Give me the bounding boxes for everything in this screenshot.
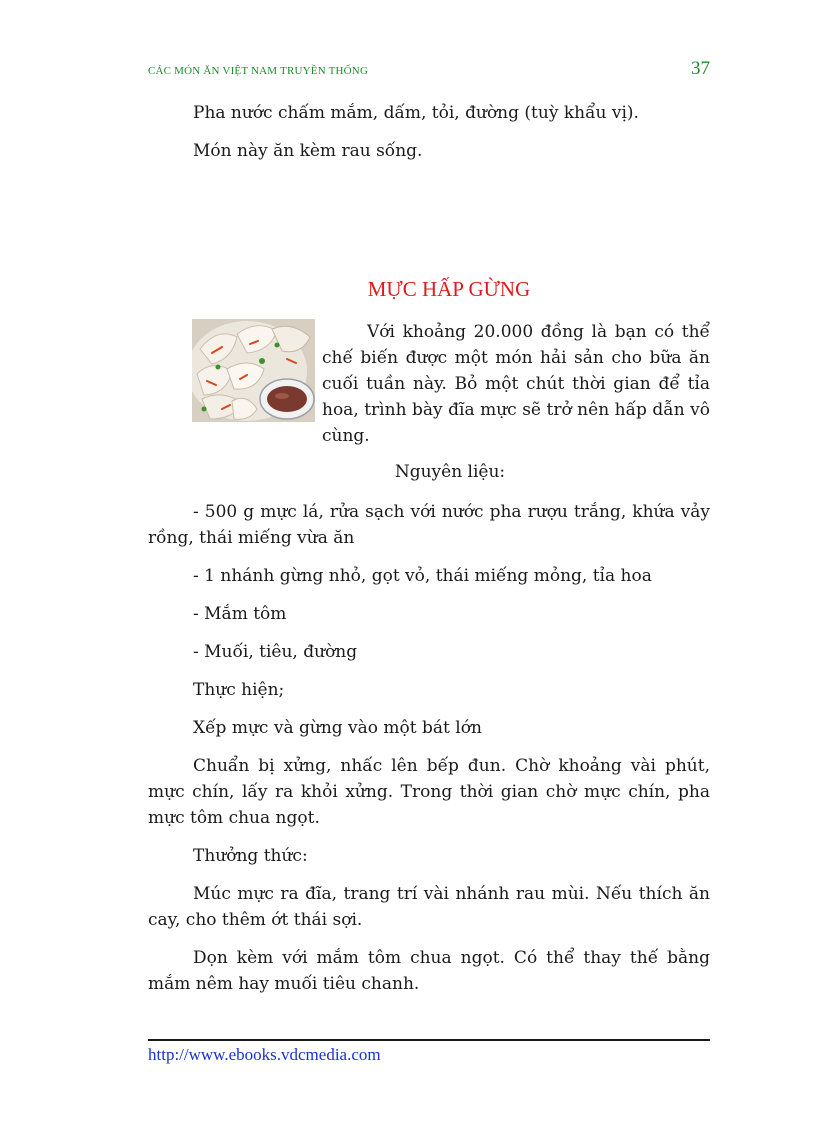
footer-divider	[148, 1039, 710, 1041]
page-content	[148, 100, 710, 997]
method-heading: Thực hiện;	[193, 680, 285, 700]
serving-step: Dọn kèm với mắm tôm chua ngọt. Có thể thay thế bằng mắm nêm hay muối tiêu chanh.	[148, 948, 710, 994]
serving-step: Múc mực ra đĩa, trang trí vài nhánh rau mùi. Nếu thích ăn cay, cho thêm ớt thái sợi.	[148, 884, 710, 930]
steamed-squid-photo	[192, 319, 315, 422]
ingredient-item: - 1 nhánh gừng nhỏ, gọt vỏ, thái miếng mỏng, tỉa hoa	[193, 566, 652, 586]
ingredient-item: - Mắm tôm	[193, 604, 287, 624]
page-header	[148, 58, 710, 82]
footer-website-link[interactable]: http://www.ebooks.vdcmedia.com	[148, 1045, 381, 1064]
intro-paragraph: Với khoảng 20.000 đồng là bạn có thể chế biến được một món hải sản cho bữa ăn cuối tuần này. Bỏ một chút thời gian để tỉa hoa, trình bày đĩa mực sẽ trở nên hấp dẫn vô cùng.	[322, 322, 710, 446]
running-head: CÁC MÓN ĂN VIỆT NAM TRUYỀN THỐNG	[148, 65, 369, 77]
ingredient-item: - Muối, tiêu, đường	[193, 642, 358, 662]
serving-note-paragraph: Món này ăn kèm rau sống.	[193, 141, 423, 161]
sauce-paragraph: Pha nước chấm mắm, dấm, tỏi, đường (tuỳ khẩu vị).	[193, 103, 639, 123]
sauce-highlight	[275, 393, 289, 399]
page-number: 37	[691, 58, 710, 79]
recipe-title: MỰC HẤP GỪNG	[367, 277, 531, 301]
ingredients-heading: Nguyên liệu:	[394, 462, 506, 482]
method-step: Xếp mực và gừng vào một bát lớn	[193, 718, 482, 738]
recipe-intro	[148, 319, 710, 449]
serving-heading: Thưởng thức:	[193, 846, 308, 866]
method-step: Chuẩn bị xửng, nhấc lên bếp đun. Chờ khoảng vài phút, mực chín, lấy ra khỏi xửng. Trong thời gian chờ mực chín, pha mực tôm chua ngọt.	[148, 756, 710, 828]
ingredient-item: - 500 g mực lá, rửa sạch với nước pha rượu trắng, khứa vảy rồng, thái miếng vừa ăn	[148, 502, 710, 548]
shrimp-paste-sauce	[267, 386, 307, 412]
